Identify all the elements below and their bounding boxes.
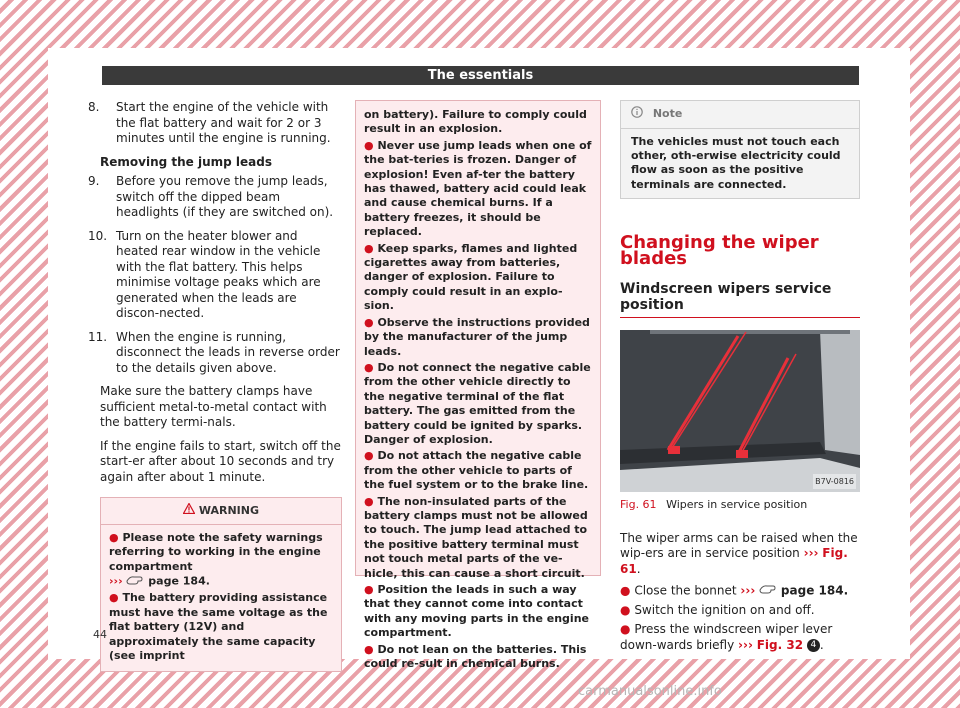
- bullet-icon: ●: [364, 138, 378, 152]
- wiper-figure: [620, 330, 860, 492]
- warning-item-text: Do not connect the negative cable from the other vehicle directly to the negative terminal of the flat battery. The gas emitted from the battery could be ignited by sparks. Danger of explosion.: [364, 360, 591, 446]
- warning-item-text: Observe the instructions provided by the manufacturer of the jump leads.: [364, 315, 590, 358]
- step-11: [88, 330, 342, 377]
- reference-arrows[interactable]: ›››: [738, 637, 753, 652]
- warning-box-continued: [355, 100, 601, 671]
- bullet-icon: ●: [364, 494, 378, 508]
- warning-item: [364, 583, 592, 641]
- paragraph-restart: If the engine fails to start, switch off the start-er after about 10 seconds and try again after about 1 minute.: [100, 438, 341, 484]
- manual-hand-icon: [126, 574, 144, 589]
- paragraph-clamps: Make sure the battery clamps have sufficient metal-to-metal contact with the battery termi-nals.: [100, 384, 327, 429]
- warning-item: [364, 495, 592, 581]
- bullet-icon: ●: [620, 583, 631, 598]
- figure-label: Fig. 61: [620, 498, 657, 512]
- warning-item-text: Keep sparks, flames and lighted cigarettes away from batteries, danger of explosion. Failure to comply could result in an explo-sion.: [364, 241, 578, 313]
- bullet-icon: ●: [364, 449, 378, 463]
- warning-item: [364, 449, 592, 492]
- step-number: 8.: [88, 100, 100, 114]
- subsection-heading: Windscreen wipers service position: [620, 282, 860, 318]
- page-reference[interactable]: page 184.: [148, 574, 210, 588]
- bullet-icon: ●: [620, 622, 631, 637]
- step-text: Start the engine of the vehicle with the flat battery and wait for 2 or 3 minutes until the engine is running.: [116, 100, 331, 145]
- warning-item-text: Do not lean on the batteries. This could re-sult in chemical burns.: [364, 642, 587, 671]
- list-item-text: Switch the ignition on and off.: [634, 602, 815, 617]
- column-right: [620, 100, 860, 653]
- warning-item: [109, 591, 333, 663]
- bullet-icon: ●: [620, 602, 631, 617]
- warning-item: [364, 361, 592, 447]
- reference-arrows[interactable]: ›››: [740, 583, 756, 598]
- list-item-text: Press the windscreen wiper lever down-wards briefly: [620, 622, 833, 652]
- figure-code: B7V-0816: [813, 474, 856, 490]
- list-item: [620, 583, 860, 599]
- paragraph-service: The wiper arms can be raised when the wip-ers are in service position ››› Fig. 61.: [620, 530, 858, 576]
- warning-body: [101, 525, 341, 672]
- bullet-icon: ●: [109, 530, 119, 544]
- warning-item: [364, 242, 592, 314]
- page-header: The essentials: [102, 66, 859, 85]
- list-item: [620, 603, 860, 619]
- warning-lead-text: on battery). Failure to comply could result in an explosion.: [364, 108, 587, 136]
- bullet-icon: ●: [109, 591, 119, 605]
- subheading-removing-leads: Removing the jump leads: [100, 154, 272, 169]
- reference-arrows[interactable]: ›››: [109, 574, 123, 588]
- warning-item-list: [364, 139, 592, 672]
- section-heading: Changing the wiper blades: [620, 232, 819, 269]
- column-middle: [355, 100, 601, 671]
- info-icon: [631, 106, 643, 123]
- bullet-icon: ●: [364, 315, 378, 329]
- note-header: [621, 101, 859, 129]
- step-number: 10.: [88, 228, 108, 243]
- warning-title: WARNING: [198, 504, 259, 517]
- step-number: 9.: [88, 174, 100, 188]
- step-number: 11.: [88, 329, 108, 344]
- warning-item-text: Do not attach the negative cable from the other vehicle to parts of the fuel system or to the brake line.: [364, 449, 589, 492]
- warning-item-text: The battery providing assistance must have the same voltage as the flat battery (12V) and approximately the same capacity (see imprint: [109, 591, 328, 662]
- warning-item: [364, 139, 592, 240]
- watermark-footer: carmanualsonline.info: [578, 684, 722, 699]
- warning-box: [100, 497, 342, 672]
- warning-item-text: The non-insulated parts of the battery clamps must not be allowed to touch. The jump lead attached to the positive battery terminal must not touch metal parts of the ve-hicle, this can cause a short circuit.: [364, 494, 588, 580]
- warning-item-text: Position the leads in such a way that they cannot come into contact with any moving parts in the engine compartment.: [364, 583, 589, 640]
- note-title: Note: [652, 107, 683, 121]
- page-reference[interactable]: page 184.: [780, 583, 849, 598]
- callout-number: 4: [807, 639, 820, 652]
- step-8: [88, 100, 342, 147]
- step-10: [88, 229, 342, 322]
- list-item: ● Press the windscreen wiper lever down-wards briefly ››› Fig. 32 4 .: [620, 622, 833, 652]
- bullet-icon: ●: [364, 241, 378, 255]
- figure-caption: [620, 497, 860, 513]
- list-item-text: Close the bonnet: [634, 583, 737, 598]
- warning-header: [101, 498, 341, 525]
- step-text: Before you remove the jump leads, switch off the dipped beam headlights (if they are switched on).: [116, 174, 334, 219]
- warning-triangle-icon: [183, 503, 195, 519]
- step-9: [88, 174, 342, 221]
- note-box: [620, 100, 860, 199]
- warning-item: [364, 643, 592, 672]
- page-number: 44: [93, 628, 107, 641]
- reference-arrows[interactable]: ›››: [803, 546, 819, 561]
- warning-item: [109, 531, 333, 590]
- manual-hand-icon: [759, 583, 777, 599]
- warning-item: [364, 316, 592, 359]
- warning-item-text: Please note the safety warnings referring to working in the engine compartment: [109, 530, 323, 573]
- column-left: [88, 100, 342, 672]
- step-text: Turn on the heater blower and heated rear window in the vehicle with the flat battery. This helps minimise voltage peaks which are generated when the leads are discon-nected.: [116, 228, 321, 320]
- figure-caption-text: Wipers in service position: [666, 498, 808, 512]
- warning-item-text: Never use jump leads when one of the bat-teries is frozen. Danger of explosion! Even af-ter the battery has thawed, battery acid could leak and cause chemical burns. If a battery freezes, it should be replaced.: [364, 138, 592, 239]
- figure-reference[interactable]: Fig. 32: [756, 637, 804, 652]
- paragraph-text: The wiper arms can be raised when the wip-ers are in service position: [620, 530, 858, 561]
- bullet-icon: ●: [364, 583, 378, 596]
- step-text: When the engine is running, disconnect the leads in reverse order to the details given above.: [116, 329, 340, 375]
- bullet-icon: ●: [364, 360, 378, 374]
- bullet-icon: ●: [364, 642, 378, 656]
- note-text: The vehicles must not touch each other, oth-erwise electricity could flow as soon as the positive terminals are connected.: [631, 134, 841, 191]
- figure-reference[interactable]: Fig. 61: [620, 546, 848, 576]
